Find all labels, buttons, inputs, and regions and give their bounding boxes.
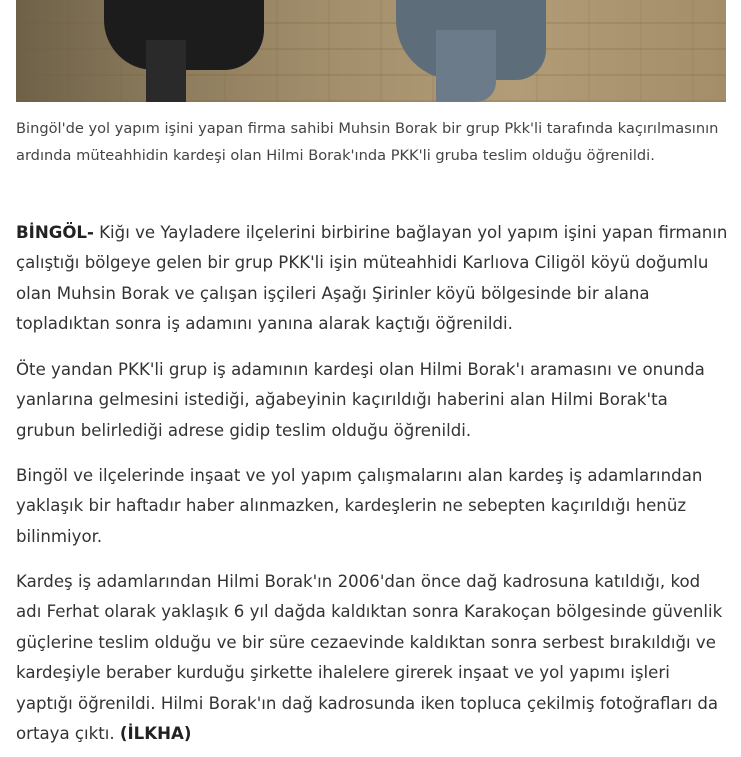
article-source: (İLKHA): [119, 724, 192, 744]
article-paragraph-4: [16, 567, 728, 749]
article-paragraph-1-text: Kiğı ve Yayladere ilçelerini birbirine bağlayan yol yapım işini yapan firmanın çalıştığı bölgeye gelen bir grup PKK'li işin müteahhidi Karlıova Ciligöl köyü doğumlu olan Muhsin Borak ve çalışan işçileri Aşağı Şirinler köyü bölgesinde bir alana topladıktan sonra iş adamını yanına alarak kaçtığı öğrenildi.: [16, 223, 728, 334]
article-paragraph-1: [16, 218, 728, 340]
person-left-leg: [146, 40, 186, 102]
photo-caption: Bingöl'de yol yapım işini yapan firma sahibi Muhsin Borak bir grup Pkk'li tarafında kaçırılmasının ardında müteahhidin kardeşi olan Hilmi Borak'ında PKK'li gruba teslim olduğu öğrenildi.: [16, 120, 719, 164]
person-right-leg: [436, 30, 496, 102]
article-paragraph-2: Öte yandan PKK'li grup iş adamının kardeşi olan Hilmi Borak'ı aramasını ve onunda yanlarına gelmesini istediği, ağabeyinin kaçırıldığı haberini alan Hilmi Borak'ta grubun belirlediği adrese gidip teslim olduğu öğrenildi.: [16, 360, 705, 440]
article-paragraph-4-text: Kardeş iş adamlarından Hilmi Borak'ın 2006'dan önce dağ kadrosuna katıldığı, kod adı Ferhat olarak yaklaşık 6 yıl dağda kaldıktan sonra Karakoçan bölgesinde güvenlik güçlerine teslim olduğu ve bir süre cezaevinde kaldıktan sonra serbest bırakıldığı ve kardeşiyle beraber kurduğu şirkette ihalelere girerek inşaat ve yol yapımı işleri yaptığı öğrenildi. Hilmi Borak'ın dağ kadrosunda iken topluca çekilmiş fotoğrafları da ortaya çıktı.: [16, 572, 723, 744]
article-paragraph-3: Bingöl ve ilçelerinde inşaat ve yol yapım çalışmalarını alan kardeş iş adamlarından yaklaşık bir haftadır haber alınmazken, kardeşlerin ne sebepten kaçırıldığı henüz bilinmiyor.: [16, 466, 703, 546]
article-dateline: BİNGÖL-: [16, 223, 94, 242]
article-photo: [16, 0, 726, 102]
